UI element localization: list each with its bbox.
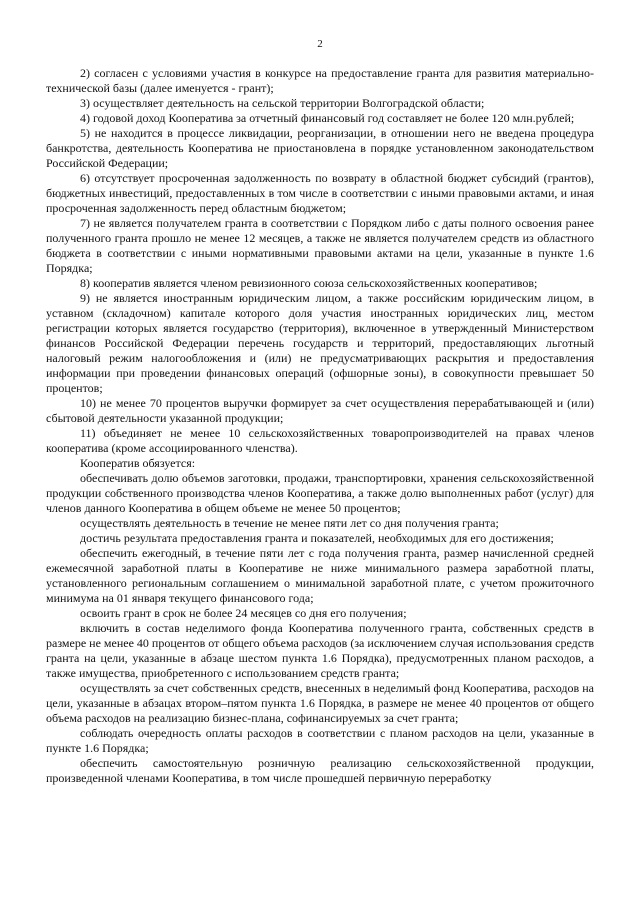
- paragraph: 9) не является иностранным юридическим лицом, а также российским юридическим лицом, в уставном (складочном) капитале которого доля участия иностранных юридических лиц, местом регистрации которых является государство (территория), включенное в утвержденный Министерством финансов Российской Федерации перечень государств и территорий, предоставляющих льготный налоговый режим налогообложения и (или) не предусматривающих раскрытия и предоставления информации при проведении финансовых операций (офшорные зоны), в совокупности превышает 50 процентов;: [46, 291, 594, 395]
- paragraph: Кооператив обязуется:: [80, 456, 196, 470]
- paragraph: достичь результата предоставления гранта и показателей, необходимых для его достижения;: [80, 531, 554, 545]
- paragraph: 4) годовой доход Кооператива за отчетный финансовый год составляет не более 120 млн.рублей;: [80, 111, 575, 125]
- paragraph: обеспечить самостоятельную розничную реализацию сельскохозяйственной продукции, произведенной членами Кооператива, в том числе прошедшей первичную переработку: [46, 756, 594, 785]
- paragraph: включить в состав неделимого фонда Кооператива полученного гранта, собственных средств в размере не менее 40 процентов от общего объема расходов (за исключением случая использования средств гранта на цели, указанные в абзаце шестом пункта 1.6 Порядка), предусмотренных планом расходов, а также имущества, приобретенного с использованием средств гранта;: [46, 621, 594, 680]
- paragraph: осуществлять деятельность в течение не менее пяти лет со дня получения гранта;: [80, 516, 499, 530]
- paragraph: 3) осуществляет деятельность на сельской территории Волгоградской области;: [80, 96, 485, 110]
- paragraph: 10) не менее 70 процентов выручки формирует за счет осуществления перерабатывающей и (или) сбытовой деятельности указанной продукции;: [46, 396, 594, 425]
- paragraph: освоить грант в срок не более 24 месяцев со дня его получения;: [80, 606, 407, 620]
- document-body: [46, 66, 594, 786]
- paragraph: соблюдать очередность оплаты расходов в соответствии с планом расходов на цели, указанные в пункте 1.6 Порядка;: [46, 726, 594, 755]
- paragraph: 6) отсутствует просроченная задолженность по возврату в областной бюджет субсидий (грантов), бюджетных инвестиций, предоставленных в том числе в соответствии с иными правовыми актами, и иная просроченная задолженность перед областным бюджетом;: [46, 171, 594, 215]
- paragraph: 8) кооператив является членом ревизионного союза сельскохозяйственных кооперативов;: [80, 276, 538, 290]
- page-number: 2: [317, 38, 323, 50]
- paragraph: 2) согласен с условиями участия в конкурсе на предоставление гранта для развития материально-технической базы (далее именуется - грант);: [46, 66, 594, 95]
- paragraph: осуществлять за счет собственных средств, внесенных в неделимый фонд Кооператива, расходов на цели, указанные в абзацах втором–пятом пункта 1.6 Порядка, в размере не менее 40 процентов от общего объема расходов на реализацию бизнес-плана, софинансируемых за счет гранта;: [46, 681, 594, 725]
- paragraph: 5) не находится в процессе ликвидации, реорганизации, в отношении него не введена процедура банкротства, деятельность Кооператива не приостановлена в порядке установленном законодательством Российской Федерации;: [46, 126, 594, 170]
- paragraph: 11) объединяет не менее 10 сельскохозяйственных товаропроизводителей на правах членов кооператива (кроме ассоциированного членства).: [46, 426, 594, 455]
- paragraph: обеспечивать долю объемов заготовки, продажи, транспортировки, хранения сельскохозяйственной продукции собственного производства членов Кооператива, а также долю выполненных работ (услуг) для членов данного Кооператива в общем объеме не менее 50 процентов;: [46, 471, 594, 515]
- paragraph: 7) не является получателем гранта в соответствии с Порядком либо с даты полного освоения ранее полученного гранта прошло не менее 12 месяцев, а также не является получателем средств из областного бюджета в соответствии с иными нормативными правовыми актами на цели, указанные в пункте 1.6 Порядка;: [46, 216, 594, 275]
- paragraph: обеспечить ежегодный, в течение пяти лет с года получения гранта, размер начисленной средней ежемесячной заработной платы в Кооперативе не ниже минимального размера заработной платы, установленного региональным соглашением о минимальной заработной плате, с учетом прожиточного минимума на 01 января текущего финансового года;: [46, 546, 594, 605]
